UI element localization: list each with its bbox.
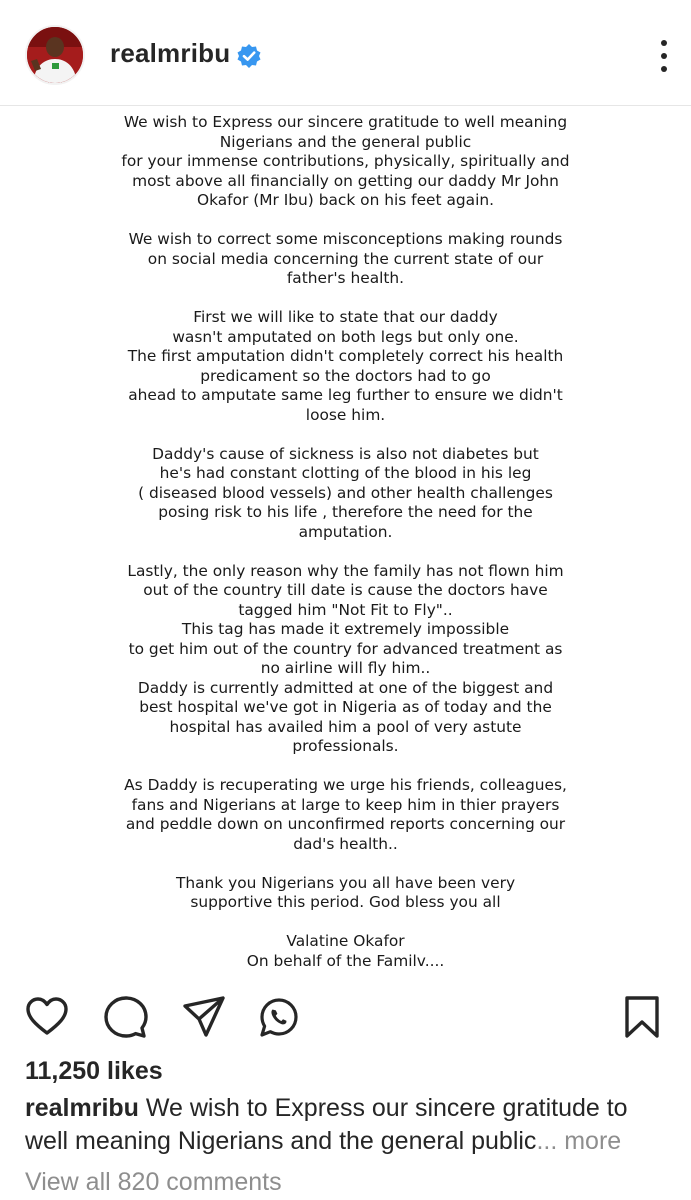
vertical-dots-icon[interactable] bbox=[652, 38, 676, 74]
post-caption bbox=[25, 1092, 670, 1158]
profile-photo-avatar bbox=[27, 27, 83, 83]
like-count[interactable]: 11,250 likes bbox=[25, 1057, 163, 1085]
heart-icon[interactable] bbox=[25, 995, 69, 1039]
statement-line: posing risk to his life , therefore the need for the bbox=[158, 503, 533, 521]
statement-line: As Daddy is recuperating we urge his friends, colleagues, bbox=[124, 776, 567, 794]
caption-username[interactable]: realmribu bbox=[25, 1094, 139, 1122]
statement-line: On behalf of the Familv.... bbox=[246, 951, 445, 970]
statement-line: The first amputation didn't completely correct his health bbox=[127, 347, 564, 365]
statement-line: no airline will fly him.. bbox=[260, 659, 431, 677]
statement-line: amputation. bbox=[298, 522, 393, 541]
statement-line: father's health. bbox=[286, 269, 405, 287]
post-header bbox=[0, 0, 691, 106]
statement-line: Daddy is currently admitted at one of the biggest and bbox=[137, 678, 554, 697]
caption-more-link[interactable]: ... more bbox=[536, 1127, 622, 1155]
statement-line: hospital has availed him a pool of very astute bbox=[169, 717, 522, 736]
statement-paragraph bbox=[60, 113, 631, 211]
view-comments-link[interactable]: View all 820 comments bbox=[25, 1168, 282, 1196]
statement-paragraph bbox=[60, 562, 631, 757]
statement-line: Okafor (Mr Ibu) back on his feet again. bbox=[196, 191, 494, 209]
statement-paragraph bbox=[60, 874, 631, 913]
send-paper-plane-icon[interactable] bbox=[182, 995, 226, 1039]
statement-line: predicament so the doctors had to go bbox=[200, 366, 491, 385]
post-image[interactable] bbox=[0, 106, 691, 978]
comment-bubble-icon[interactable] bbox=[104, 995, 148, 1039]
statement-line: fans and Nigerians at large to keep him in thier prayers bbox=[131, 795, 560, 814]
statement-line: he's had constant clotting of the blood in his leg bbox=[159, 464, 532, 482]
statement-line: loose him. bbox=[305, 405, 386, 424]
statement-line: We wish to correct some misconceptions making rounds bbox=[128, 230, 563, 248]
statement-line: tagged him "Not Fit to Fly".. bbox=[238, 600, 453, 619]
statement-line: best hospital we've got in Nigeria as of today and the bbox=[139, 698, 552, 716]
statement-line: on social media concerning the current state of our bbox=[147, 249, 544, 268]
statement-line: professionals. bbox=[292, 737, 399, 755]
statement-line: ahead to amputate same leg further to ensure we didn't bbox=[128, 386, 563, 404]
statement-paragraph bbox=[60, 932, 631, 971]
bookmark-icon[interactable] bbox=[620, 995, 664, 1039]
statement-paragraph bbox=[60, 776, 631, 854]
whatsapp-icon[interactable] bbox=[256, 995, 300, 1039]
statement-line: ( diseased blood vessels) and other health challenges bbox=[138, 483, 553, 502]
statement-line: supportive this period. God bless you all bbox=[190, 893, 501, 911]
statement-line: out of the country till date is cause the doctors have bbox=[143, 581, 548, 599]
statement-paragraph bbox=[60, 445, 631, 543]
statement-line: most above all financially on getting our daddy Mr John bbox=[132, 171, 559, 190]
verified-badge-icon bbox=[236, 43, 262, 69]
statement-line: to get him out of the country for advanced treatment as bbox=[128, 639, 563, 658]
action-bar bbox=[0, 985, 691, 1047]
statement-paragraph bbox=[60, 230, 631, 289]
statement-line: We wish to Express our sincere gratitude to well meaning bbox=[123, 113, 568, 131]
statement-line: and peddle down on unconfirmed reports concerning our bbox=[125, 815, 566, 833]
statement-line: dad's health.. bbox=[293, 834, 398, 853]
avatar[interactable] bbox=[25, 25, 85, 85]
post-statement-text bbox=[60, 113, 631, 971]
statement-line: wasn't amputated on both legs but only one. bbox=[172, 327, 519, 346]
statement-paragraph bbox=[60, 308, 631, 425]
statement-line: Daddy's cause of sickness is also not diabetes but bbox=[152, 444, 539, 463]
statement-line: First we will like to state that our daddy bbox=[193, 308, 498, 326]
statement-line: for your immense contributions, physically, spiritually and bbox=[121, 152, 570, 170]
statement-line: Valatine Okafor bbox=[286, 932, 405, 950]
caption-text: We wish to Express our sincere gratitude to well meaning Nigerians and the general public bbox=[25, 1094, 628, 1155]
statement-line: Thank you Nigerians you all have been very bbox=[175, 873, 516, 892]
username[interactable]: realmribu bbox=[110, 38, 231, 68]
statement-line: Nigerians and the general public bbox=[219, 132, 472, 151]
statement-line: This tag has made it extremely impossible bbox=[181, 620, 510, 638]
statement-line: Lastly, the only reason why the family has not flown him bbox=[127, 561, 564, 580]
